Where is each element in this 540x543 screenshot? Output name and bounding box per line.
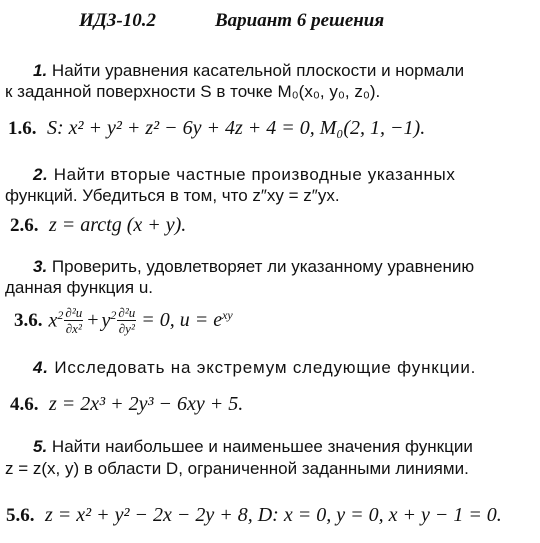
task-4-text-line1: Исследовать на экстремум следующие функции. bbox=[54, 358, 477, 377]
task-1-text-line2: к заданной поверхности S в точке M₀(x₀, y₀, z₀). bbox=[5, 82, 381, 101]
task-2-text-line2: функций. Убедиться в том, что z″xy = z″yx. bbox=[5, 186, 340, 205]
task-3-formula-tail: = 0, u = e bbox=[141, 309, 223, 331]
task-1-statement bbox=[33, 61, 464, 81]
task-4-statement bbox=[33, 358, 476, 378]
task-3-number: 3. bbox=[33, 257, 48, 276]
task-2-formula: z = arctg (x + y). bbox=[48, 214, 187, 236]
task-4-sub-number: 4.6. bbox=[10, 394, 39, 415]
task-1-formula-row bbox=[8, 117, 425, 140]
task-3-fraction-2: $\frac{\text{∂²u}}{\text{∂y²}}$ bbox=[118, 305, 136, 336]
task-3-x2: $x^2$ bbox=[48, 308, 64, 332]
task-2-sub-number: 2.6. bbox=[10, 215, 39, 236]
task-5-statement bbox=[33, 437, 473, 457]
task-2-statement bbox=[33, 165, 455, 185]
task-2-number: 2. bbox=[33, 165, 49, 184]
task-5-sub-number: 5.6. bbox=[6, 505, 35, 526]
document-code: ИДЗ-10.2 bbox=[79, 10, 157, 31]
task-1-text-line1: Найти уравнения касательной плоскости и нормали bbox=[51, 61, 465, 80]
task-3-fraction-1: $\frac{\text{∂²u}}{\text{∂x²}}$ bbox=[65, 305, 83, 336]
task-3-formula-row bbox=[14, 306, 233, 335]
task-1-number: 1. bbox=[33, 61, 48, 80]
task-5-text-line2: z = z(x, y) в области D, ограниченной заданными линиями. bbox=[5, 459, 469, 478]
task-5-formula-row bbox=[6, 504, 502, 527]
task-5-text-line1: Найти наибольшее и наименьшее значения функции bbox=[51, 437, 473, 456]
task-3-statement bbox=[33, 257, 474, 277]
task-2-text-line1: Найти вторые частные производные указанных bbox=[53, 165, 456, 184]
task-1-sub-number: 1.6. bbox=[8, 118, 37, 139]
task-4-formula: z = 2x³ + 2y³ − 6xy + 5. bbox=[48, 393, 244, 415]
task-4-number: 4. bbox=[33, 358, 49, 377]
task-5-number: 5. bbox=[33, 437, 48, 456]
task-3-text-line1: Проверить, удовлетворяет ли указанному уравнению bbox=[51, 257, 475, 276]
task-3-y2: $y^2$ bbox=[101, 308, 117, 332]
task-4-formula-row bbox=[10, 393, 243, 416]
task-1-formula: S: x² + y² + z² − 6y + 4z + 4 = 0, M₀(2, 1, −1). bbox=[46, 117, 426, 139]
task-2-formula-row bbox=[10, 214, 186, 237]
task-3-text-line2: данная функция u. bbox=[5, 278, 153, 297]
task-5-formula: z = x² + y² − 2x − 2y + 8, D: x = 0, y = 0, x + y − 1 = 0. bbox=[44, 504, 502, 526]
task-3-exponent: xy bbox=[222, 308, 233, 322]
task-3-sub-number: 3.6. bbox=[14, 309, 43, 331]
task-3-plus: + bbox=[87, 309, 99, 331]
variant-title: Вариант 6 решения bbox=[215, 10, 385, 31]
